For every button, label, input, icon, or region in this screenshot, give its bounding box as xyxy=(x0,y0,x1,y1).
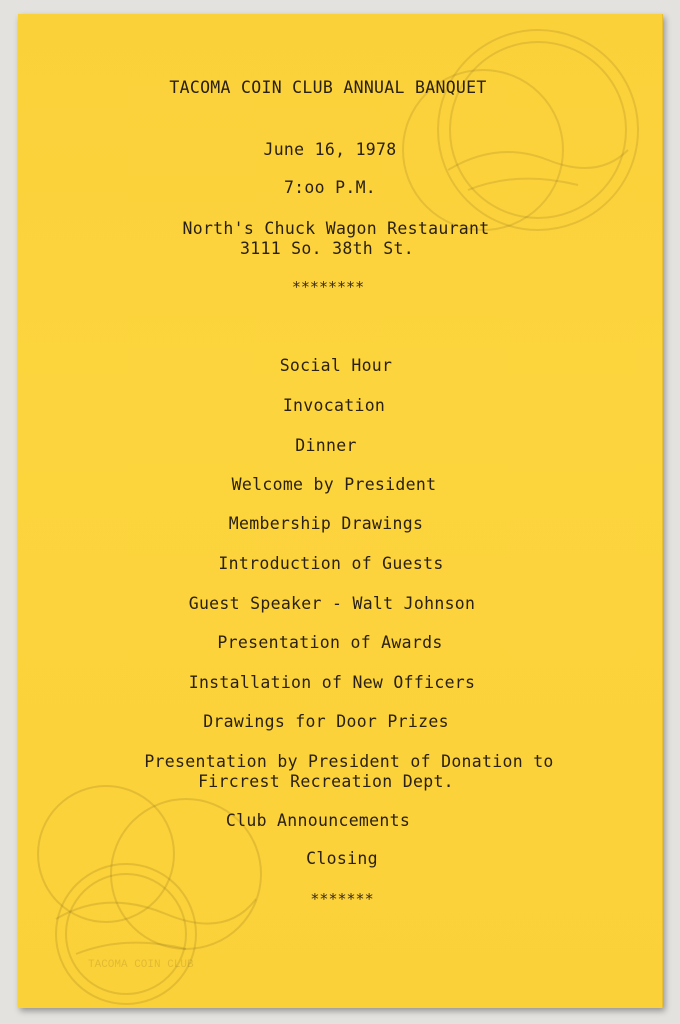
divider-bottom: ******* xyxy=(310,890,374,908)
event-time: 7:oo P.M. xyxy=(283,178,377,197)
venue-name: North's Chuck Wagon Restaurant xyxy=(182,219,490,238)
program-item: Welcome by President xyxy=(231,475,437,494)
divider-top: ******** xyxy=(291,278,365,296)
program-item: Dinner xyxy=(295,436,357,455)
program-item: Guest Speaker - Walt Johnson xyxy=(188,594,476,613)
program-item: Club Announcements xyxy=(225,811,411,830)
program-item: Closing xyxy=(306,849,378,868)
program-item: Fircrest Recreation Dept. xyxy=(198,772,454,791)
banquet-program-sheet xyxy=(18,14,663,1008)
program-item: Social Hour xyxy=(279,356,393,375)
banquet-title: TACOMA COIN CLUB ANNUAL BANQUET xyxy=(169,78,487,97)
program-item: Membership Drawings xyxy=(228,514,424,533)
program-item: Invocation xyxy=(282,396,386,415)
seal-text: TACOMA COIN CLUB xyxy=(88,959,194,971)
program-item: Drawings for Door Prizes xyxy=(203,712,449,731)
program-item: Installation of New Officers xyxy=(188,673,476,692)
program-item: Presentation by President of Donation to xyxy=(144,752,554,771)
coin-seal-top-right xyxy=(388,20,648,240)
venue-address: 3111 So. 38th St. xyxy=(240,239,414,258)
program-item: Introduction of Guests xyxy=(218,554,444,573)
program-item: Presentation of Awards xyxy=(217,633,443,652)
event-date: June 16, 1978 xyxy=(263,140,397,159)
